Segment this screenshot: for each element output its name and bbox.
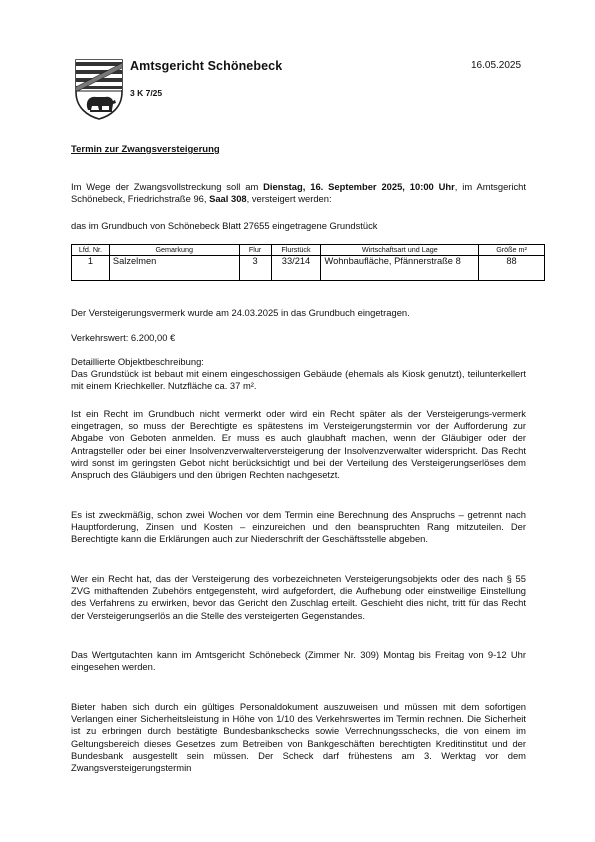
court-name: Amtsgericht Schönebeck — [130, 59, 283, 73]
gutachten-paragraph: Das Wertgutachten kann im Amtsgericht Schönebeck (Zimmer Nr. 309) Montag bis Freitag von 9-12 Uhr eingesehen werden. — [71, 649, 526, 673]
table-cell: Salzelmen — [109, 256, 239, 281]
grundbuch-line: das im Grundbuch von Schönebeck Blatt 27655 eingetragene Grundstück — [71, 220, 378, 231]
objekt-description: Das Grundstück ist bebaut mit einem eingeschossigen Gebäude (ehemals als Kiosk genutzt), teilunterkellert mit einem Kriechkeller. Nutzfläche ca. 37 m². — [71, 368, 526, 392]
table-cell: Wohnbaufläche, Pfännerstraße 8 — [321, 256, 479, 281]
document-date: 16.05.2025 — [471, 60, 522, 71]
column-header: Größe m² — [479, 245, 545, 256]
intro-suffix: , versteigert werden: — [246, 193, 332, 205]
column-header: Flurstück — [271, 245, 321, 256]
intro-prefix: Im Wege der Zwangsvollstreckung soll am — [71, 181, 264, 192]
coat-of-arms-icon — [74, 58, 124, 120]
table-header-row — [72, 245, 545, 256]
table-cell: 88 — [479, 256, 545, 281]
property-table — [71, 244, 545, 281]
intro-paragraph — [71, 181, 526, 205]
table-cell: 33/214 — [271, 256, 321, 281]
objekt-label: Detaillierte Objektbeschreibung: — [71, 356, 204, 367]
zweckmaessig-paragraph: Es ist zweckmäßig, schon zwei Wochen vor dem Termin eine Berechnung des Anspruchs – getrennt nach Hauptforderung, Zinsen und Kosten – einzureichen und den beanspruchten Rang mitzuteilen. Der Berechtigte kann die Erklärungen auch zur Niederschrift der Geschäftsstelle abgeben. — [71, 509, 526, 545]
verkehrswert: Verkehrswert: 6.200,00 € — [71, 332, 176, 343]
auction-datetime: Dienstag, 16. September 2025, 10:00 Uhr — [263, 181, 455, 192]
column-header: Flur — [239, 245, 271, 256]
recht-paragraph: Ist ein Recht im Grundbuch nicht vermerkt oder wird ein Recht später als der Versteigerungs-vermerk eingetragen, so muss der Berechtigte es spätestens im Versteigerungstermin vor der Aufforderung zur Abgabe von Geboten anmelden. Er muss es auch glaubhaft machen, wenn der Gläubiger oder der Antragsteller oder bei einer Insolvenzverwalterversteigerung der Insolvenzverwalter widerspricht. Das Recht wird sonst im geringsten Gebot nicht berücksichtigt und bei der Verteilung des Versteigerungserlöses dem Anspruch des Gläubigers und den übrigen Rechten nachgesetzt. — [71, 408, 526, 481]
column-header: Gemarkung — [109, 245, 239, 256]
intro-location: , im Amtsgericht Schönebeck, Friedrichstraße 96, — [71, 181, 526, 205]
document-heading: Termin zur Zwangsversteigerung — [71, 144, 220, 155]
gegenrecht-paragraph: Wer ein Recht hat, das der Versteigerung des vorbezeichneten Versteigerungsobjekts oder des nach § 55 ZVG mithaftenden Zubehörs entgegensteht, wird aufgefordert, die Aufhebung oder einstweilige Einstellung des Verfahrens zu erwirken, bevor das Gericht den Zuschlag erteilt. Geschieht dies nicht, tritt für das Recht der Versteigerungserlös an die Stelle des versteigerten Gegenstandes. — [71, 573, 526, 621]
column-header: Wirtschaftsart und Lage — [321, 245, 479, 256]
bieter-paragraph: Bieter haben sich durch ein gültiges Personaldokument auszuweisen und müssen mit dem sofortigen Verlangen einer Sicherheitsleistung in Höhe von 1/10 des Verkehrswertes im Termin rechnen. Die Sicherheit ist zu erbringen durch bestätigte Bundesbankschecks sowie Verrechnungsschecks, die von einem im Geltungsbereich dieses Gesetzes zum Betreiben von Bankgeschäften berechtigten Kreditinstitut und der Bundesbank ausgestellt sein müssen. Der Scheck darf frühestens am 3. Werktag vor dem Zwangsversteigerungstermin — [71, 701, 526, 774]
table-row — [72, 256, 545, 281]
table-cell: 3 — [239, 256, 271, 281]
column-header: Lfd. Nr. — [72, 245, 110, 256]
vermerk-paragraph: Der Versteigerungsvermerk wurde am 24.03.2025 in das Grundbuch eingetragen. — [71, 307, 410, 318]
table-cell: 1 — [72, 256, 110, 281]
case-number: 3 K 7/25 — [130, 88, 163, 98]
auction-room: Saal 308 — [209, 193, 247, 205]
